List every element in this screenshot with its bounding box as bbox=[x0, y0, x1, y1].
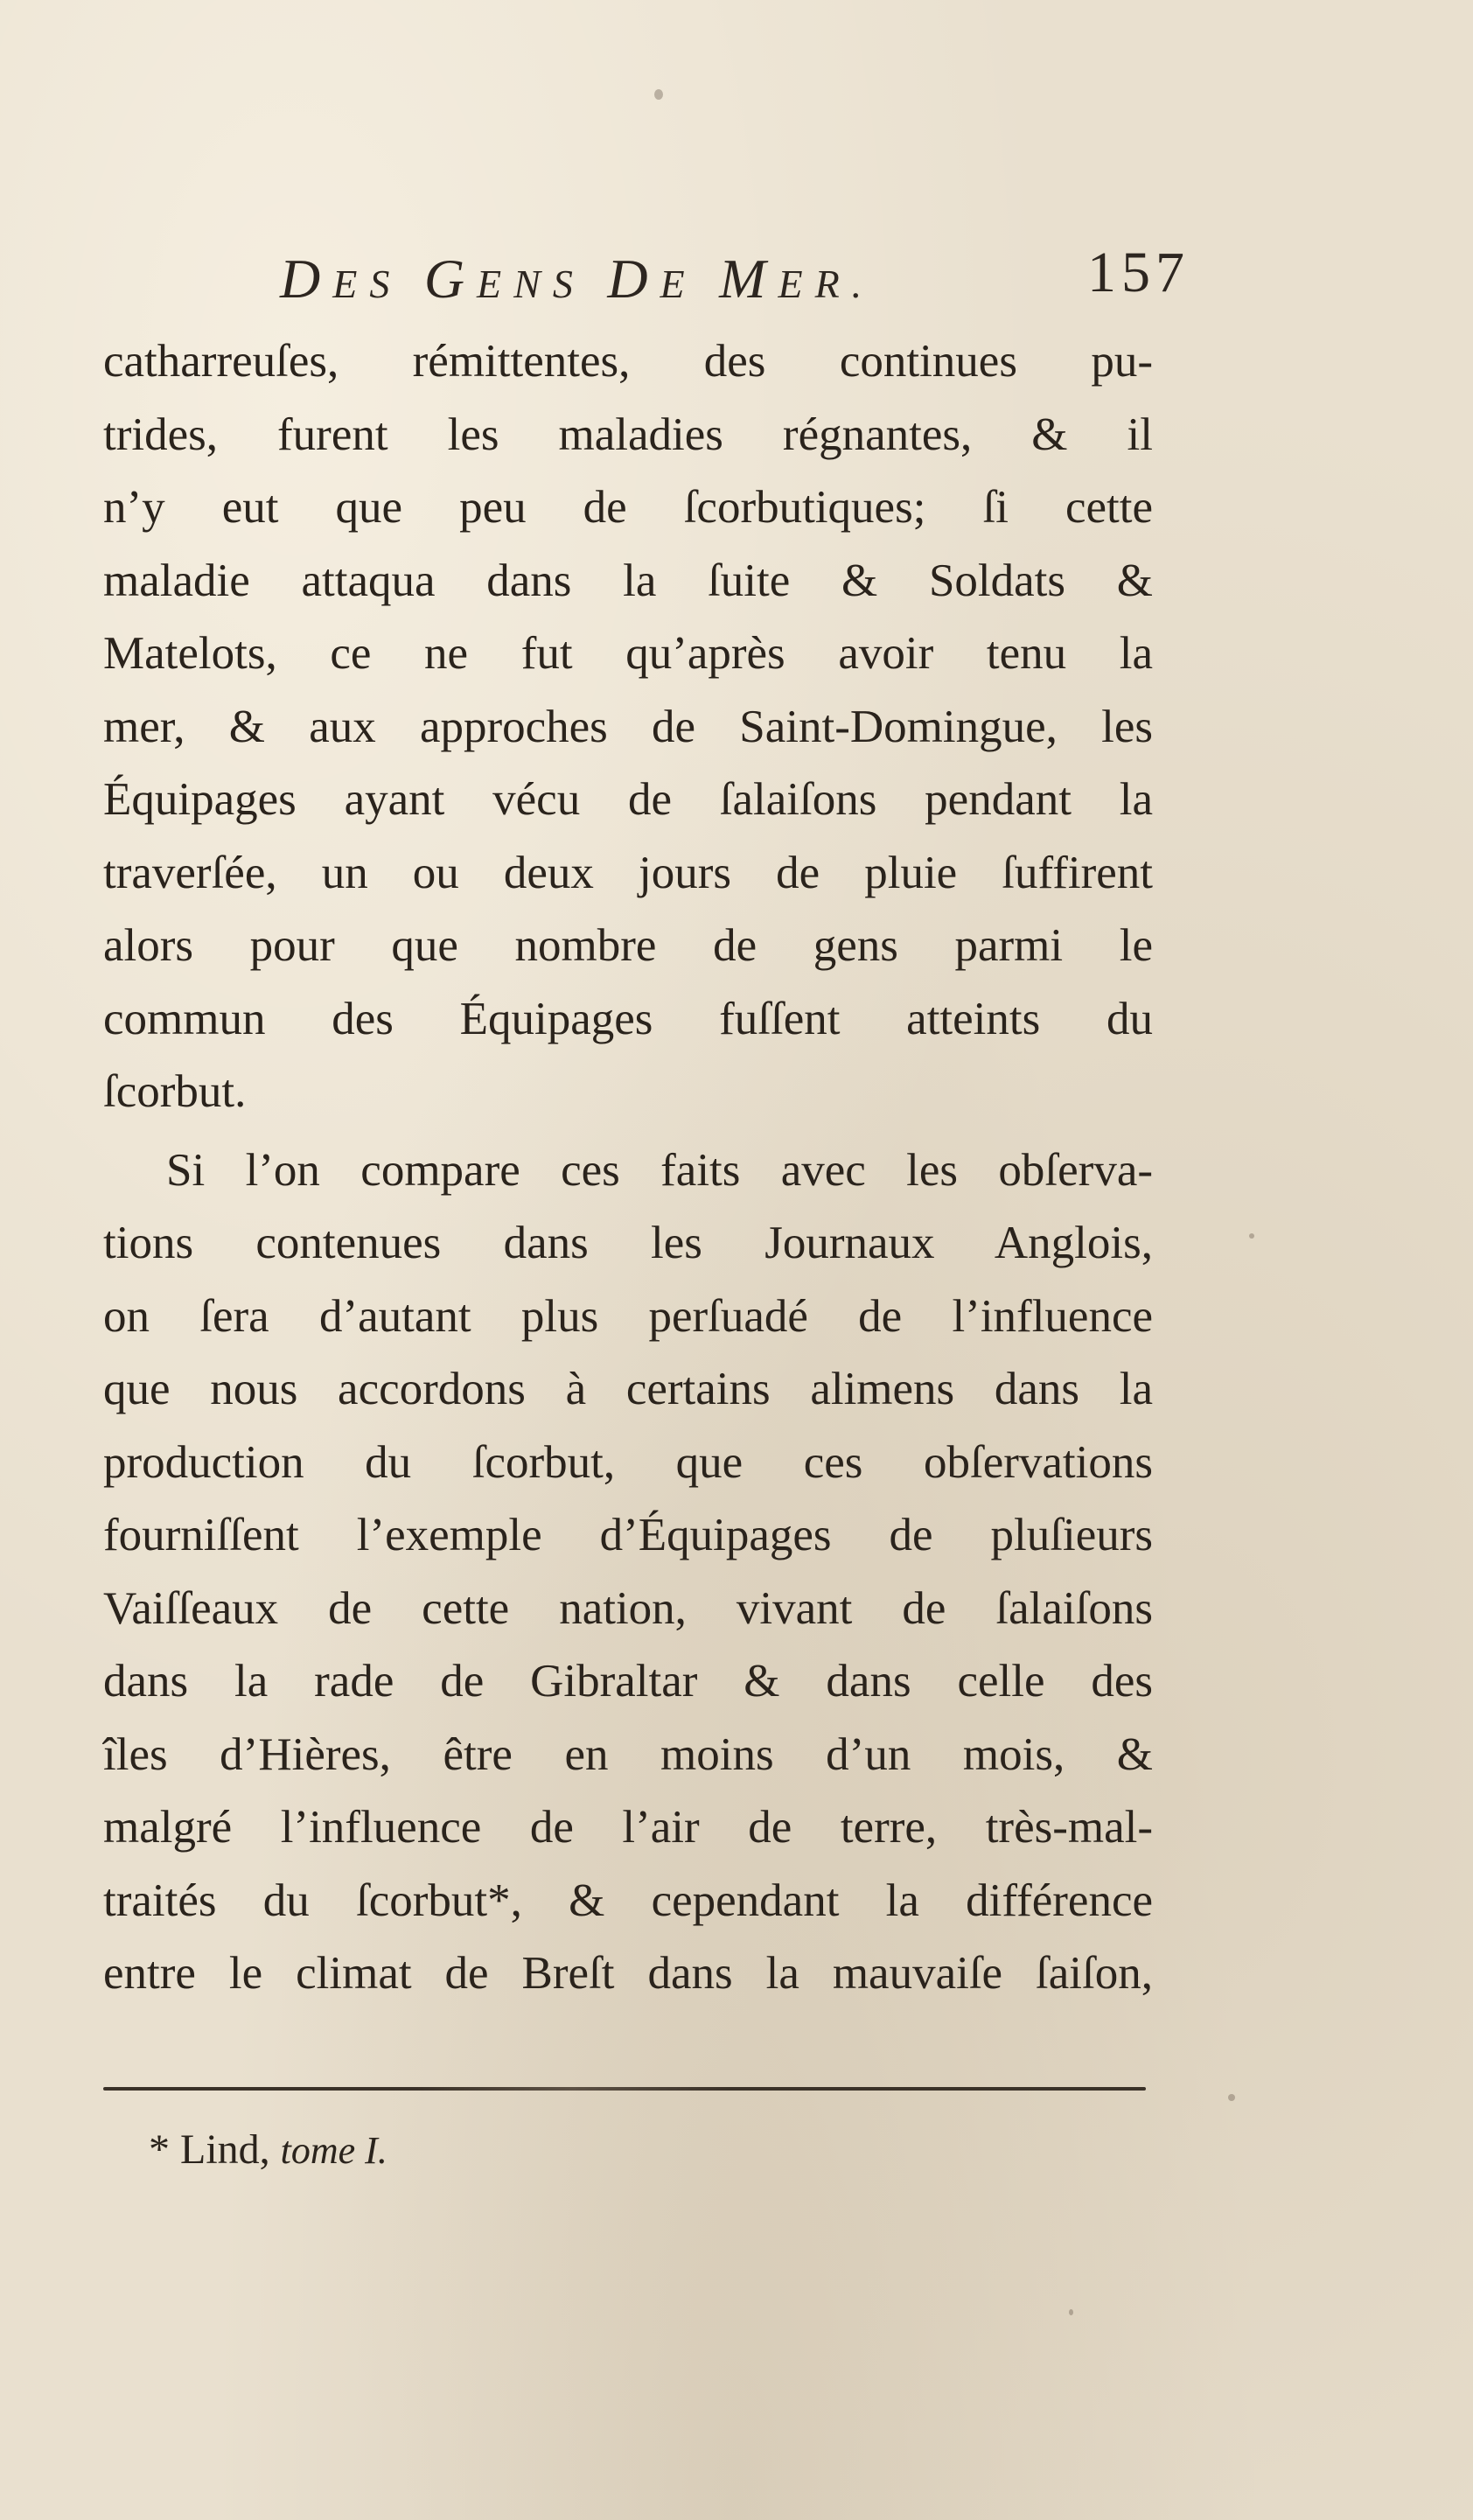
running-head-title bbox=[280, 247, 874, 311]
body-text bbox=[103, 325, 1153, 2011]
running-head-rest-1: ES bbox=[332, 262, 424, 306]
text-line: îles d’Hières, être en moins d’un mois, & bbox=[103, 1728, 1153, 1780]
paper-speck bbox=[1228, 2094, 1235, 2101]
text-line: production du ſcorbut, que ces obſervations bbox=[103, 1436, 1153, 1488]
running-head-cap-1: D bbox=[280, 248, 333, 310]
running-head-cap-4: M bbox=[719, 248, 778, 310]
running-head-cap-2: G bbox=[423, 248, 478, 310]
text-line: alors pour que nombre de gens parmi le bbox=[103, 920, 1153, 971]
text-line: maladie attaqua dans la ſuite & Soldats & bbox=[103, 555, 1153, 606]
text-line: Vaiſſeaux de cette nation, vivant de ſalaiſons bbox=[103, 1582, 1153, 1634]
text-line: malgré l’influence de l’air de terre, très-mal- bbox=[103, 1802, 1153, 1853]
text-line: on ſera d’autant plus perſuadé de l’influence bbox=[103, 1290, 1153, 1342]
text-line: tions contenues dans les Journaux Anglois, bbox=[103, 1218, 1153, 1268]
text-line: Si l’on compare ces faits avec les obſerva- bbox=[166, 1144, 1153, 1196]
page-number: 157 bbox=[1087, 241, 1190, 304]
running-head-rest-3: E bbox=[660, 262, 720, 306]
paper-speck bbox=[654, 89, 663, 100]
footnote bbox=[149, 2126, 387, 2174]
text-line: ſcorbut. bbox=[103, 1066, 247, 1117]
text-line: commun des Équipages fuſſent atteints du bbox=[103, 993, 1153, 1044]
text-line: n’y eut que peu de ſcorbutiques; ſi cette bbox=[103, 482, 1153, 533]
running-head-rest-4: ER. bbox=[778, 262, 875, 306]
text-line: mer, & aux approches de Saint-Domingue, les bbox=[103, 701, 1153, 752]
text-line: que nous accordons à certains alimens dans la bbox=[103, 1364, 1153, 1414]
footnote-marker: * bbox=[149, 2126, 170, 2173]
running-head bbox=[280, 229, 1190, 308]
running-head-cap-3: D bbox=[607, 248, 660, 310]
text-line: dans la rade de Gibraltar & dans celle des bbox=[103, 1656, 1153, 1707]
text-line: traverſée, un ou deux jours de pluie ſuffirent bbox=[103, 847, 1153, 898]
footnote-rule bbox=[103, 2087, 1146, 2091]
text-line: trides, furent les maladies régnantes, & il bbox=[103, 408, 1153, 460]
text-line: catharreuſes, rémittentes, des continues pu- bbox=[103, 336, 1153, 387]
text-line: Équipages ayant vécu de ſalaiſons pendant la bbox=[103, 774, 1153, 825]
footnote-author: Lind, bbox=[180, 2126, 270, 2173]
footnote-volume: tome I. bbox=[280, 2129, 387, 2172]
text-line: traités du ſcorbut*, & cependant la différence bbox=[103, 1874, 1153, 1926]
paper-speck bbox=[1249, 1233, 1254, 1239]
paper-speck bbox=[1069, 2309, 1073, 2315]
text-line: entre le climat de Breſt dans la mauvaiſe ſaiſon, bbox=[103, 1948, 1153, 1999]
text-line: Matelots, ce ne fut qu’après avoir tenu la bbox=[103, 628, 1153, 679]
running-head-rest-2: ENS bbox=[477, 262, 608, 306]
text-line: fourniſſent l’exemple d’Équipages de pluſieurs bbox=[103, 1510, 1153, 1560]
